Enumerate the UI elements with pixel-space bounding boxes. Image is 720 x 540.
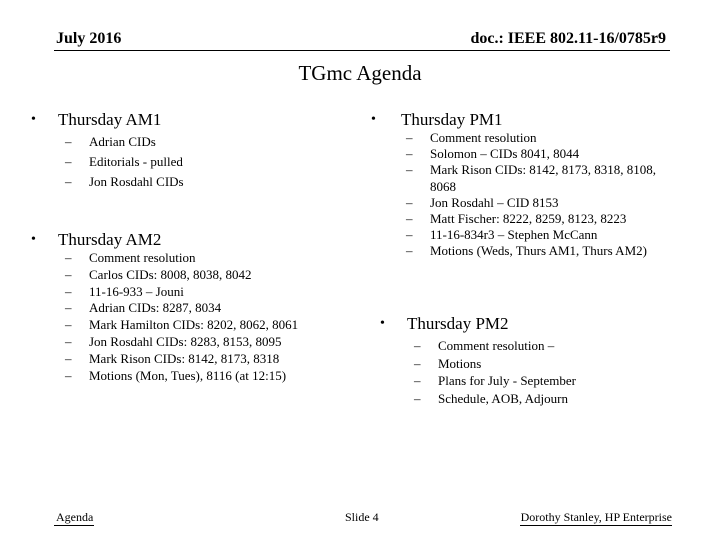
dash-icon: –: [65, 266, 72, 282]
dash-icon: –: [414, 355, 421, 371]
list-item: – Solomon – CIDs 8041, 8044: [406, 146, 580, 162]
dash-icon: –: [65, 134, 72, 149]
list-item: – Comment resolution –: [414, 338, 555, 353]
list-thursday-am1: [65, 134, 315, 194]
dash-icon: –: [65, 333, 72, 349]
list-item: – 11-16-834r3 – Stephen McCann: [406, 227, 598, 243]
dash-icon: –: [414, 390, 421, 406]
list-thursday-am2: [65, 250, 355, 384]
list-item: – Adrian CIDs: [65, 134, 315, 154]
list-item: – Schedule, AOB, Adjourn: [414, 390, 568, 406]
list-item: – 11-16-933 – Jouni: [65, 283, 184, 299]
footer-author: Dorothy Stanley, HP Enterprise: [520, 510, 672, 524]
dash-icon: –: [65, 283, 72, 299]
list-item: – Jon Rosdahl – CID 8153: [406, 194, 559, 210]
dash-icon: –: [406, 243, 413, 259]
list-item: – Comment resolution: [406, 130, 537, 145]
list-item: – Mark Rison CIDs: 8142, 8173, 8318: [65, 350, 280, 366]
list-item: – Motions (Mon, Tues), 8116 (at 12:15): [65, 367, 287, 383]
list-thursday-pm2: [414, 337, 694, 407]
section-heading: Thursday AM1: [58, 110, 162, 129]
bullet-icon: •: [31, 112, 36, 127]
dash-icon: –: [65, 250, 72, 265]
section-thursday-am1: [31, 110, 161, 130]
footer-rule-left: [54, 525, 94, 526]
dash-icon: –: [406, 162, 413, 178]
dash-icon: –: [65, 317, 72, 333]
list-item: – Editorials - pulled: [65, 154, 315, 174]
section-thursday-am2: [31, 230, 161, 250]
footer-rule-right: [520, 525, 672, 526]
slide-title: TGmc Agenda: [298, 61, 422, 85]
list-item: – Jon Rosdahl CIDs: 8283, 8153, 8095: [65, 333, 282, 349]
header-date: July 2016: [56, 30, 122, 47]
dash-icon: –: [65, 174, 72, 189]
bullet-icon: •: [31, 232, 36, 247]
dash-icon: –: [406, 227, 413, 243]
dash-icon: –: [414, 373, 421, 388]
footer-topic: Agenda: [56, 510, 94, 524]
list-item: – Plans for July - September: [414, 373, 576, 388]
bullet-icon: •: [371, 112, 376, 127]
section-thursday-pm1: [371, 110, 503, 130]
dash-icon: –: [65, 300, 72, 316]
bullet-icon: •: [380, 316, 385, 331]
dash-icon: –: [65, 154, 72, 169]
dash-icon: –: [406, 194, 413, 210]
section-thursday-pm2: [380, 314, 509, 334]
list-item: – Carlos CIDs: 8008, 8038, 8042: [65, 266, 252, 282]
dash-icon: –: [406, 146, 413, 162]
list-item: – Mark Hamilton CIDs: 8202, 8062, 8061: [65, 317, 299, 333]
footer-slide-number: Slide 4: [345, 510, 379, 524]
section-heading: Thursday PM1: [401, 110, 503, 129]
header-divider: [54, 50, 670, 51]
list-item: – Mark Rison CIDs: 8142, 8173, 8318, 8108, 8068: [406, 162, 657, 194]
dash-icon: –: [406, 130, 413, 145]
list-item: – Adrian CIDs: 8287, 8034: [65, 300, 222, 316]
list-item: – Jon Rosdahl CIDs: [65, 174, 315, 194]
list-thursday-pm1: [406, 130, 691, 260]
list-item: – Motions: [414, 355, 482, 371]
dash-icon: –: [414, 338, 421, 353]
header-doc-id: doc.: IEEE 802.11-16/0785r9: [470, 30, 666, 47]
list-item: – Matt Fischer: 8222, 8259, 8123, 8223: [406, 211, 627, 227]
section-heading: Thursday PM2: [407, 314, 509, 333]
section-heading: Thursday AM2: [58, 230, 162, 249]
dash-icon: –: [65, 350, 72, 366]
list-item: – Comment resolution: [65, 250, 196, 265]
dash-icon: –: [406, 211, 413, 227]
dash-icon: –: [65, 367, 72, 383]
list-item: – Motions (Weds, Thurs AM1, Thurs AM2): [406, 243, 647, 259]
